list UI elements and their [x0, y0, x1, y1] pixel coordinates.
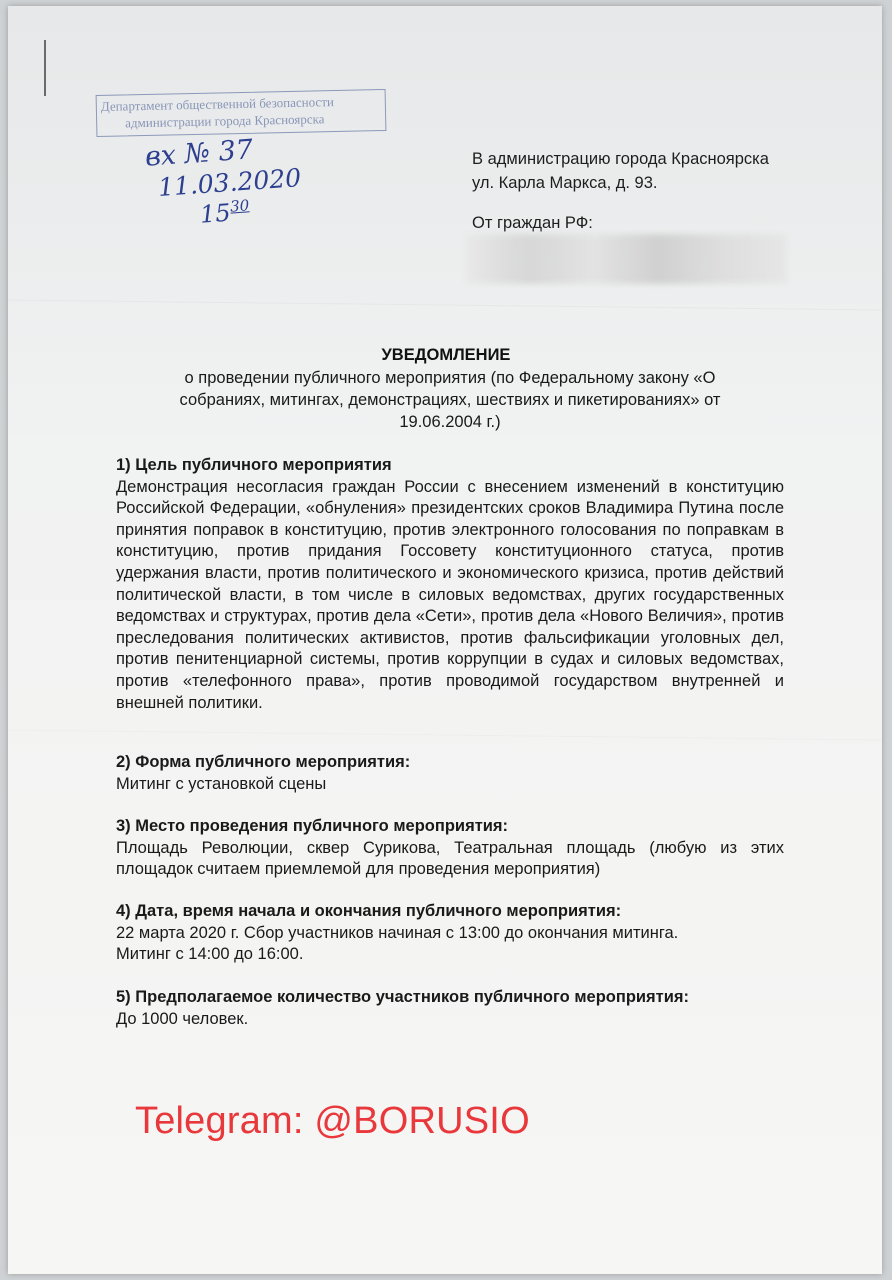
- section-heading: 2) Форма публичного мероприятия:: [116, 753, 411, 771]
- section-heading: 4) Дата, время начала и окончания публичного мероприятия:: [116, 902, 622, 920]
- section-location: [116, 816, 784, 881]
- section-heading: 5) Предполагаемое количество участников публичного мероприятия:: [116, 988, 690, 1006]
- handwritten-time-minutes: 30: [229, 196, 250, 216]
- handwritten-date: 11.03.2020: [157, 163, 302, 202]
- handwritten-time: [199, 196, 251, 228]
- section-body-line-2: Митинг с 14:00 до 16:00.: [116, 945, 304, 964]
- redacted-names: [465, 234, 787, 284]
- section-participants: [116, 987, 784, 1030]
- section-purpose: [116, 455, 784, 714]
- section-form: [116, 752, 784, 795]
- section-heading: 3) Место проведения публичного мероприятия:: [116, 817, 509, 835]
- telegram-watermark: Telegram: @BORUSIO: [135, 1100, 530, 1142]
- section-body: Митинг с установкой сцены: [116, 774, 327, 793]
- recipient-line-2: ул. Карла Маркса, д. 93.: [472, 174, 658, 192]
- handwritten-incoming-number: вх № 37: [144, 134, 254, 173]
- section-body: Площадь Революции, сквер Сурикова, Театральная площадь (любую из этих площадок считаем приемлемой для проведения мероприятия): [116, 838, 784, 879]
- handwritten-time-hours: 15: [199, 198, 232, 229]
- recipient-block: [472, 147, 769, 195]
- section-body: Демонстрация несогласия граждан России с внесением изменений в конституцию Российской Федерации, «обнуления» президентских сроков Владимира Путина после принятия поправок в конституцию, против электронного голосования по поправкам в конституцию, против придания Госсовету конституционного статуса, против удержания власти, против политического и экономического кризиса, против действий политической власти, в том числе в силовых ведомствах, других государственных ведомствах и структурах, против дела «Сети», против дела «Нового Величия», против преследования политических активистов, против фальсификации уголовных дел, против пенитенциарной системы, против коррупции в судах и силовых ведомствах, против «телефонного права», против проводимой государством внутренней и внешней политики.: [116, 477, 784, 712]
- stamp-line-2: администрации города Красноярска: [125, 111, 325, 131]
- margin-mark: [44, 40, 46, 96]
- section-body-line-1: 22 марта 2020 г. Сбор участников начиная с 13:00 до окончания митинга.: [116, 923, 679, 942]
- section-heading: 1) Цель публичного мероприятия: [116, 456, 392, 474]
- recipient-line-1: В администрацию города Красноярска: [472, 150, 769, 168]
- section-datetime: [116, 901, 784, 966]
- document-title: УВЕДОМЛЕНИЕ: [381, 346, 511, 364]
- from-label: От граждан РФ:: [472, 214, 593, 232]
- stamp-line-1: Департамент общественной безопасности: [100, 94, 335, 114]
- document-subtitle: о проведении публичного мероприятия (по Федеральному закону «О собраниях, митингах, демонстрациях, шествиях и пикетированиях» от 19.06.2004 г.): [179, 369, 721, 431]
- section-body: До 1000 человек.: [116, 1009, 249, 1028]
- registration-stamp: [96, 89, 387, 137]
